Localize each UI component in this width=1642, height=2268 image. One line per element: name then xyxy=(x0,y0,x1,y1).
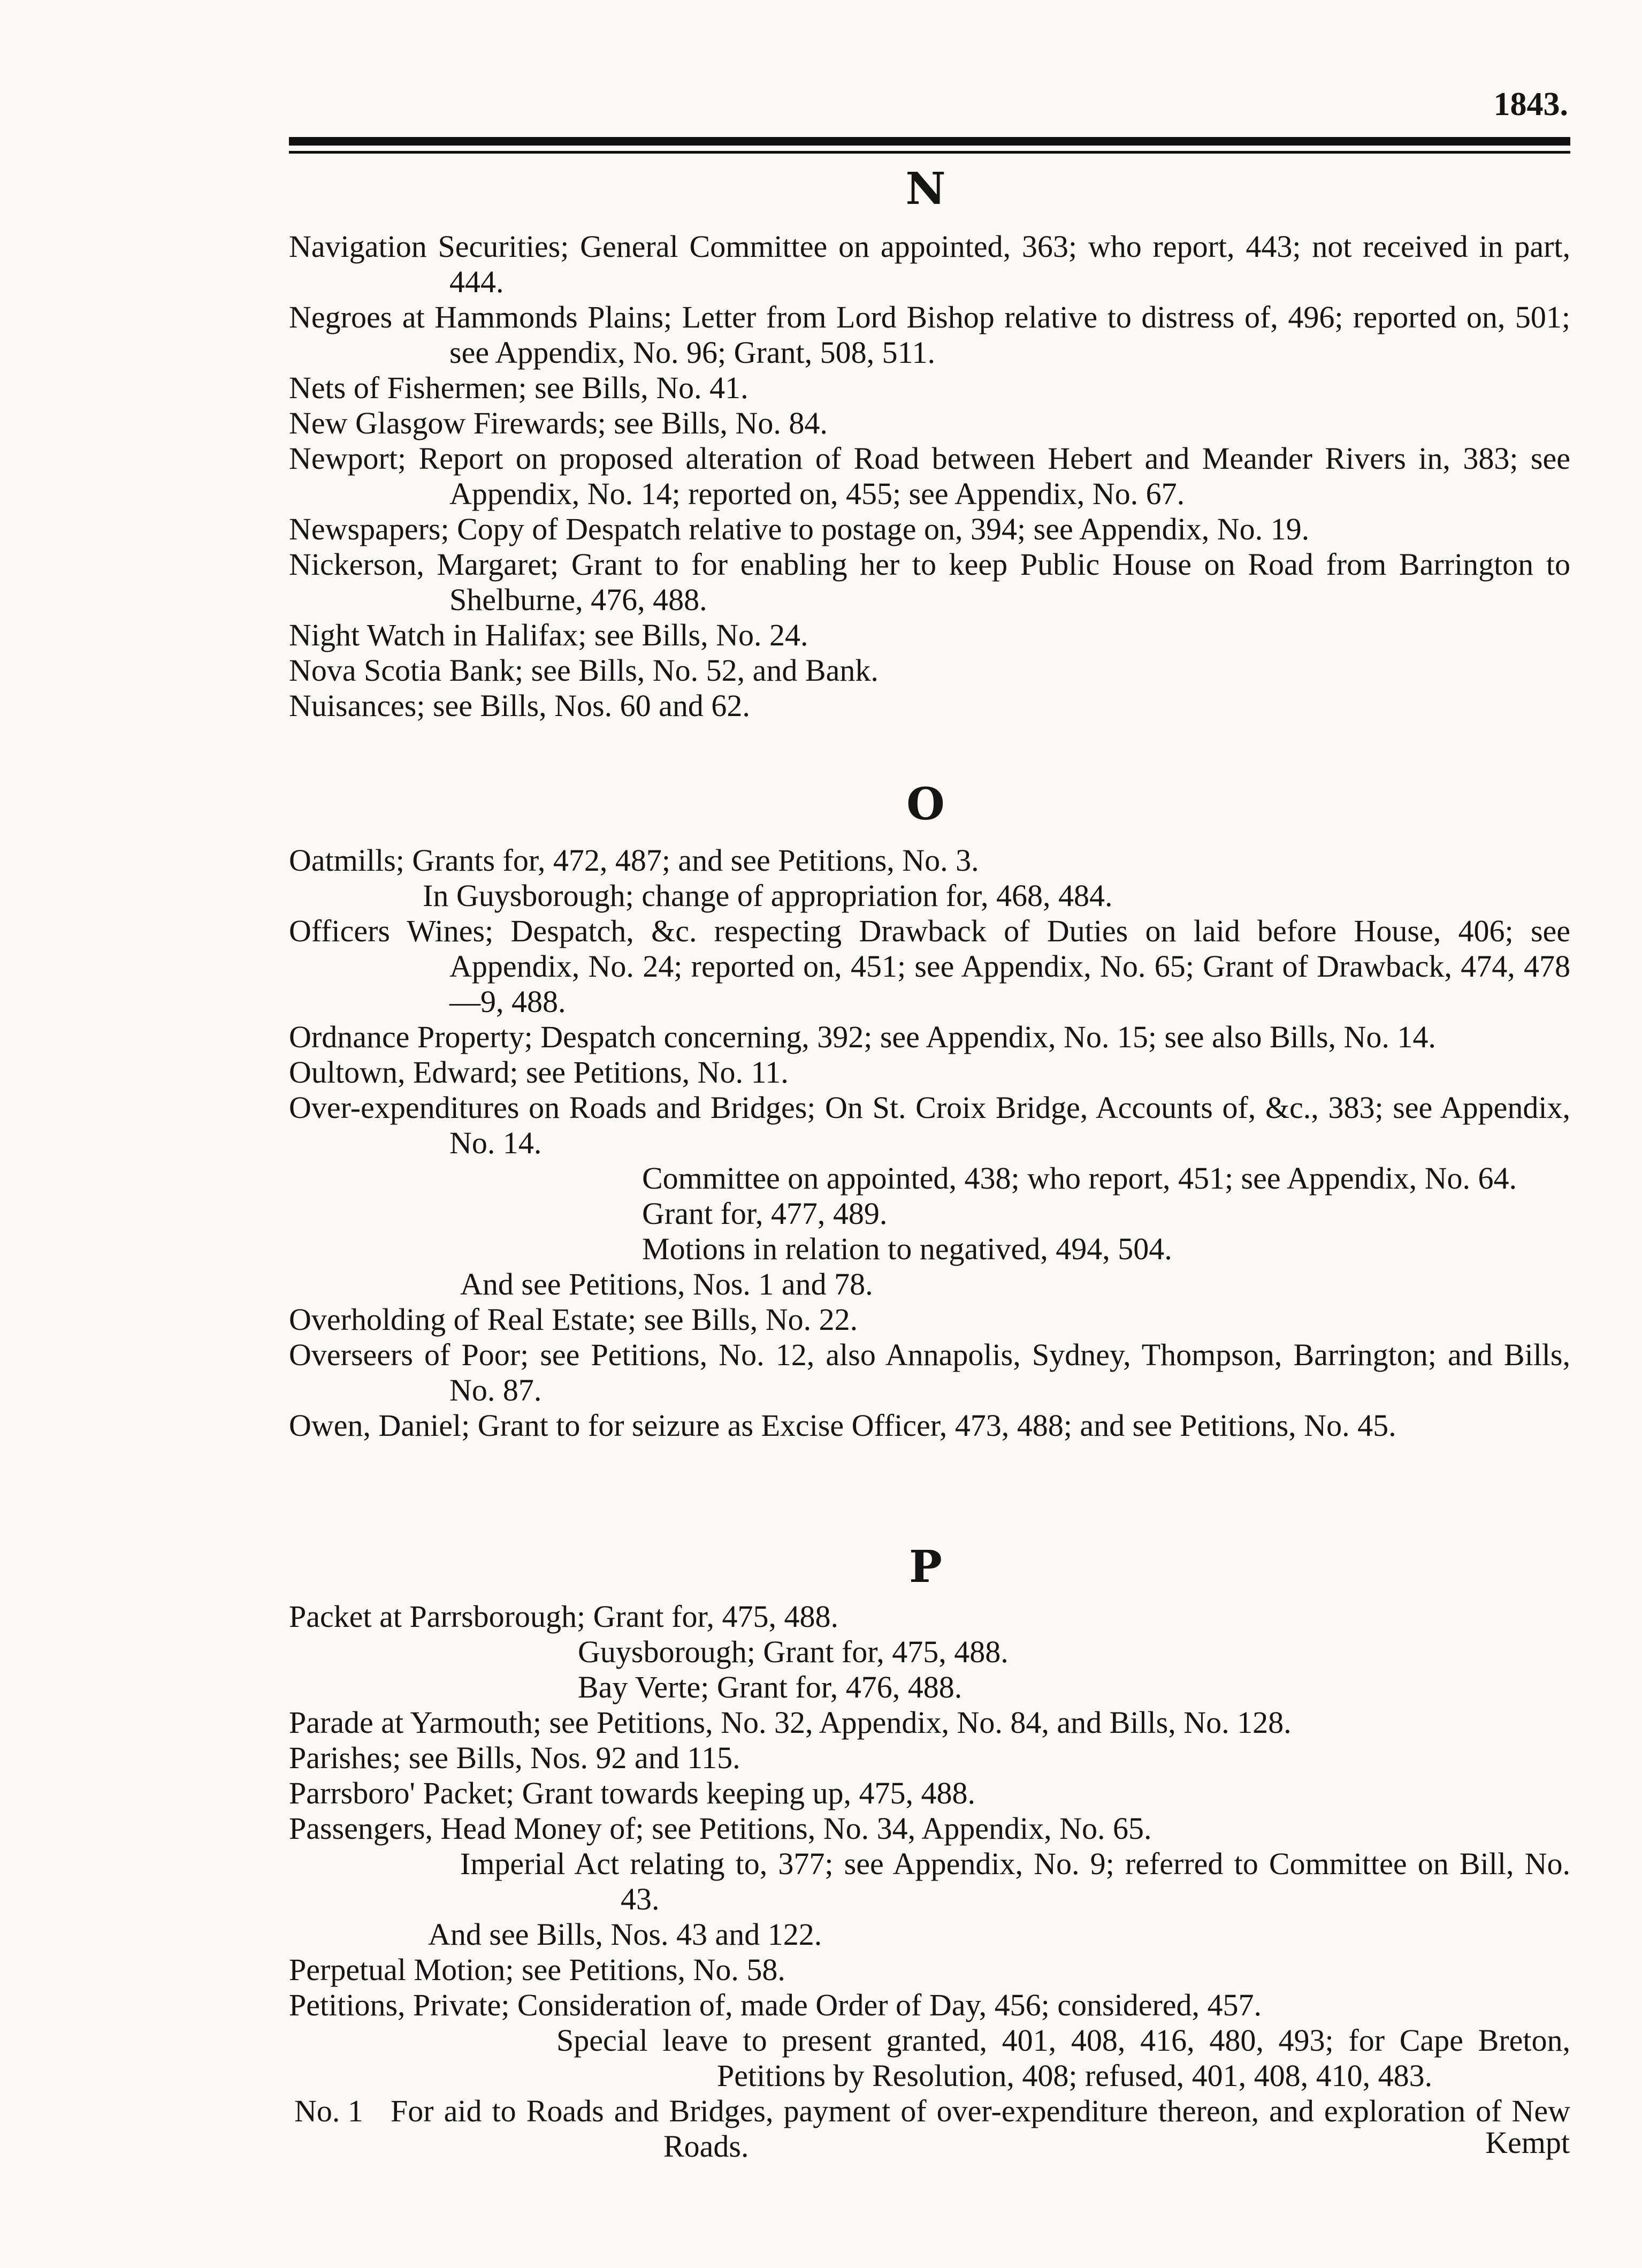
index-entry: New Glasgow Firewards; see Bills, No. 84. xyxy=(289,406,828,440)
index-subentry: Motions in relation to negatived, 494, 504. xyxy=(642,1231,1172,1266)
index-entry: Petitions, Private; Consideration of, made Order of Day, 456; considered, 457. xyxy=(289,1988,1262,2022)
index-entry: Negroes at Hammonds Plains; Letter from Lord Bishop relative to distress of, 496; reported on, 501; see Appendix, No. 96; Grant, 508, 511. xyxy=(289,300,1570,370)
catchword: Kempt xyxy=(1485,2125,1570,2160)
index-entry: Perpetual Motion; see Petitions, No. 58. xyxy=(289,1952,785,1987)
index-entry: Parrsboro' Packet; Grant towards keeping up, 475, 488. xyxy=(289,1776,975,1810)
index-entry: Overholding of Real Estate; see Bills, No. 22. xyxy=(289,1302,858,1337)
index-entry: Nova Scotia Bank; see Bills, No. 52, and Bank. xyxy=(289,653,879,688)
index-entry: Officers Wines; Despatch, &c. respecting Drawback of Duties on laid before House, 406; see Appendix, No. 24; reported on, 451; see Appendix, No. 65; Grant of Drawback, 474, 478—9, 488. xyxy=(289,914,1570,1019)
index-entry: Overseers of Poor; see Petitions, No. 12, also Annapolis, Sydney, Thompson, Barrington; and Bills, No. 87. xyxy=(289,1337,1570,1407)
index-entry: Night Watch in Halifax; see Bills, No. 24. xyxy=(289,618,808,652)
index-subentry: Special leave to present granted, 401, 408, 416, 480, 493; for Cape Breton, Petitions by Resolution, 408; refused, 401, 408, 410, 483. xyxy=(556,2023,1570,2093)
index-subentry: In Guysborough; change of appropriation for, 468, 484. xyxy=(423,878,1113,913)
index-entry: Parade at Yarmouth; see Petitions, No. 32, Appendix, No. 84, and Bills, No. 128. xyxy=(289,1705,1292,1740)
section-letter-p: P xyxy=(909,1541,942,1593)
index-entry: Ordnance Property; Despatch concerning, 392; see Appendix, No. 15; see also Bills, No. 14. xyxy=(289,1019,1436,1054)
index-subentry: Committee on appointed, 438; who report, 451; see Appendix, No. 64. xyxy=(642,1161,1517,1196)
section-n-entries xyxy=(289,229,1570,724)
page-number: 1843. xyxy=(1493,86,1568,123)
index-entry: Nuisances; see Bills, Nos. 60 and 62. xyxy=(289,688,750,723)
index-entry: Newspapers; Copy of Despatch relative to postage on, 394; see Appendix, No. 19. xyxy=(289,512,1310,546)
index-entry: Nickerson, Margaret; Grant to for enabling her to keep Public House on Road from Barrington to Shelburne, 476, 488. xyxy=(289,547,1570,617)
petition-entry xyxy=(289,2094,1570,2164)
index-subentry: Bay Verte; Grant for, 476, 488. xyxy=(578,1670,963,1704)
header-rule-thin xyxy=(289,151,1570,154)
index-entry: Newport; Report on proposed alteration of Road between Hebert and Meander Rivers in, 383; see Appendix, No. 14; reported on, 455; see Appendix, No. 67. xyxy=(289,441,1570,511)
index-subentry: Guysborough; Grant for, 475, 488. xyxy=(578,1634,1009,1669)
index-entry: Owen, Daniel; Grant to for seizure as Excise Officer, 473, 488; and see Petitions, No. 45. xyxy=(289,1408,1396,1443)
header-rule-thick xyxy=(289,137,1570,146)
index-entry: Packet at Parrsborough; Grant for, 475, 488. xyxy=(289,1599,838,1634)
section-letter-o: O xyxy=(906,779,945,830)
index-entry: Oatmills; Grants for, 472, 487; and see Petitions, No. 3. xyxy=(289,843,979,878)
index-entry: Oultown, Edward; see Petitions, No. 11. xyxy=(289,1055,789,1090)
section-p-entries xyxy=(289,1599,1570,2164)
index-entry: Nets of Fishermen; see Bills, No. 41. xyxy=(289,370,749,405)
index-entry: Parishes; see Bills, Nos. 92 and 115. xyxy=(289,1740,740,1775)
petition-number: No. 1 xyxy=(294,2094,363,2128)
index-subentry: And see Bills, Nos. 43 and 122. xyxy=(428,1917,822,1952)
index-subentry: Grant for, 477, 489. xyxy=(642,1196,888,1231)
index-entry: Navigation Securities; General Committee on appointed, 363; who report, 443; not received in part, 444. xyxy=(289,229,1570,299)
index-subentry: And see Petitions, Nos. 1 and 78. xyxy=(460,1267,873,1302)
section-o-entries xyxy=(289,843,1570,1443)
index-entry: Over-expenditures on Roads and Bridges; On St. Croix Bridge, Accounts of, &c., 383; see Appendix, No. 14. xyxy=(289,1090,1570,1160)
section-letter-n: N xyxy=(905,163,946,215)
petition-text: For aid to Roads and Bridges, payment of over-expenditure thereon, and exploration of New Roads. xyxy=(391,2094,1570,2164)
index-subentry: Imperial Act relating to, 377; see Appendix, No. 9; referred to Committee on Bill, No. 43. xyxy=(460,1846,1570,1916)
index-entry: Passengers, Head Money of; see Petitions, No. 34, Appendix, No. 65. xyxy=(289,1811,1152,1846)
